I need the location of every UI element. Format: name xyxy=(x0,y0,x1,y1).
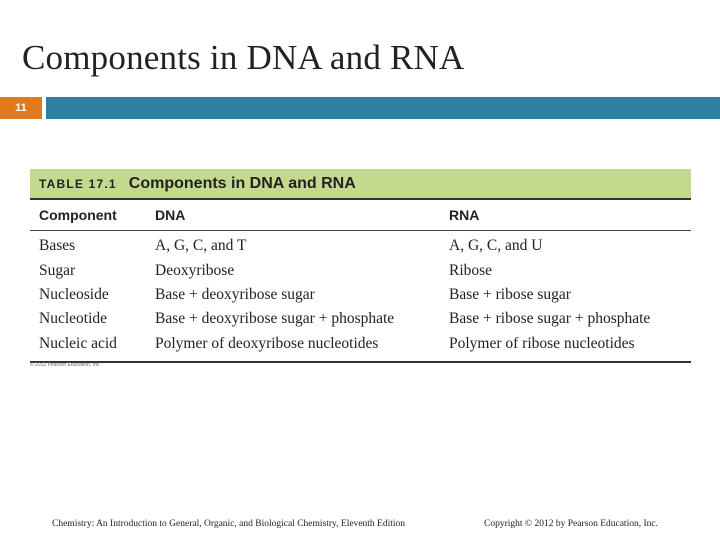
cell-rna: Ribose xyxy=(449,261,493,279)
table-row xyxy=(30,307,691,331)
slide-title: Components in DNA and RNA xyxy=(22,38,465,77)
cell-dna: Base + deoxyribose sugar + phosphate xyxy=(155,310,395,328)
slide-number-badge: 11 xyxy=(0,97,42,119)
column-header-dna: DNA xyxy=(155,207,186,223)
cell-dna: Deoxyribose xyxy=(155,261,235,279)
cell-component: Nucleotide xyxy=(39,310,108,328)
table-caption xyxy=(30,169,691,198)
table-row xyxy=(30,283,691,307)
cell-dna: Base + deoxyribose sugar xyxy=(155,285,315,303)
cell-component: Nucleoside xyxy=(39,285,109,303)
table-title: Components in DNA and RNA xyxy=(128,174,356,192)
footer-copyright: Copyright © 2012 by Pearson Education, Inc. xyxy=(484,519,658,529)
cell-component: Bases xyxy=(39,237,76,255)
table-body xyxy=(30,231,691,356)
header-accent-bar xyxy=(46,97,720,119)
table-column-headers xyxy=(30,200,691,230)
cell-rna: Base + ribose sugar + phosphate xyxy=(449,310,651,328)
table-bottom-rule xyxy=(30,361,691,363)
table-row xyxy=(30,332,691,356)
cell-dna: Polymer of deoxyribose nucleotides xyxy=(155,334,379,352)
components-table xyxy=(30,169,691,363)
cell-component: Sugar xyxy=(39,261,76,279)
cell-rna: Base + ribose sugar xyxy=(449,285,571,303)
table-row xyxy=(30,234,691,258)
cell-component: Nucleic acid xyxy=(39,334,117,352)
cell-dna: A, G, C, and T xyxy=(155,237,247,255)
cell-rna: Polymer of ribose nucleotides xyxy=(449,334,635,352)
cell-rna: A, G, C, and U xyxy=(449,237,543,255)
table-row xyxy=(30,258,691,282)
image-credit: © 2012 Pearson Education, Inc. xyxy=(30,362,101,368)
table-label: TABLE 17.1 xyxy=(39,176,117,191)
footer-book-title: Chemistry: An Introduction to General, Organic, and Biological Chemistry, Eleventh Edition xyxy=(52,519,406,529)
column-header-rna: RNA xyxy=(449,207,480,223)
column-header-component: Component xyxy=(39,207,117,223)
